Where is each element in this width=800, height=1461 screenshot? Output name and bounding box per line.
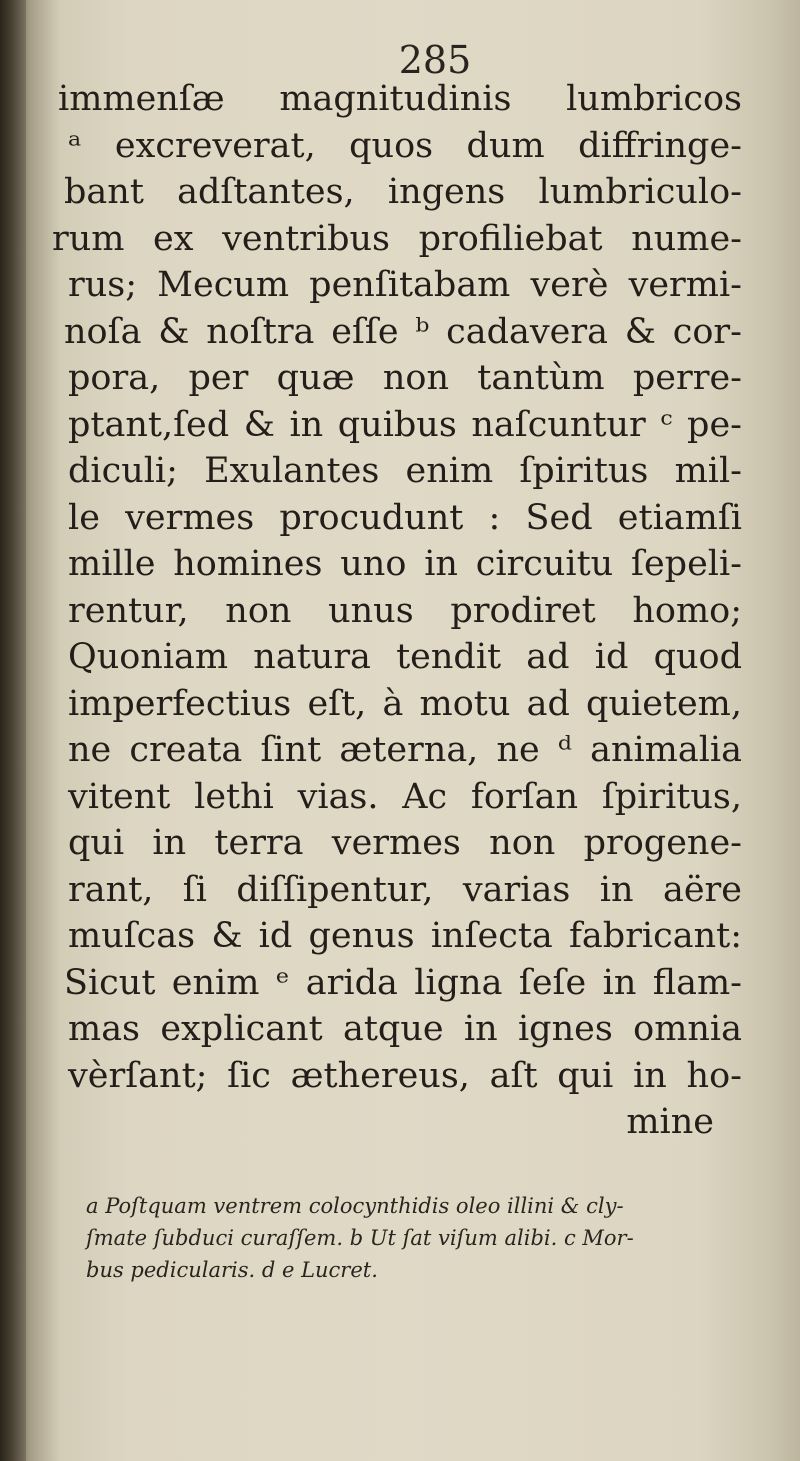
text-line: rentur, non unus prodiret homo; <box>68 590 742 631</box>
text-line: vitent lethi vias. Ac forſan ſpiritus, <box>68 776 742 817</box>
text-line: rum ex ventribus profiliebat nume- <box>52 218 742 259</box>
page-number: 285 <box>398 38 472 82</box>
text-line: Quoniam natura tendit ad id quod <box>68 637 742 677</box>
catchword: mine <box>626 1102 714 1142</box>
text-line: vèrſant; ſic æthereus, aſt qui in ho- <box>68 1055 742 1096</box>
text-line: mille homines uno in circuitu ſepeli- <box>68 544 742 584</box>
text-line: noſa & noſtra eſſe ᵇ cadavera & cor- <box>64 311 742 352</box>
text-line: muſcas & id genus inſecta fabricant: <box>68 916 742 956</box>
book-spine-shadow <box>0 0 26 1461</box>
text-line: Sicut enim ᵉ arida ligna ſeſe in flam- <box>64 962 742 1003</box>
footnote-line: ſmate ſubduci curaſſem. b Ut ſat viſum alibi. c Mor- <box>86 1226 634 1250</box>
text-line: ne creata ſint æterna, ne ᵈ animalia <box>68 730 742 770</box>
footnote-line: a Poſtquam ventrem colocynthidis oleo illini & cly- <box>86 1194 624 1218</box>
text-line: imperfectius eſt, à motu ad quietem, <box>68 683 742 724</box>
footnotes <box>86 1190 726 1286</box>
text-line: pora, per quæ non tantùm perre- <box>68 358 742 398</box>
footnote-line: bus pedicularis. d e Lucret. <box>86 1258 378 1282</box>
text-line: qui in terra vermes non progene- <box>68 823 742 863</box>
text-line: rus; Mecum penſitabam verè vermi- <box>68 265 742 305</box>
text-line: bant adſtantes, ingens lumbriculo- <box>64 172 742 212</box>
text-line: immenſæ magnitudinis lumbricos <box>58 79 742 119</box>
main-text-block <box>52 76 742 1146</box>
text-line: ᵃ excreverat, quos dum diffringe- <box>68 125 742 166</box>
text-line: le vermes procudunt : Sed etiamſi <box>68 497 742 538</box>
text-line: ptant,ſed & in quibus naſcuntur ᶜ pe- <box>68 404 742 445</box>
text-line: rant, ſi diſſipentur, varias in aëre <box>68 869 742 910</box>
text-line: mas explicant atque in ignes omnia <box>68 1009 742 1049</box>
text-line: diculi; Exulantes enim ſpiritus mil- <box>68 451 742 491</box>
